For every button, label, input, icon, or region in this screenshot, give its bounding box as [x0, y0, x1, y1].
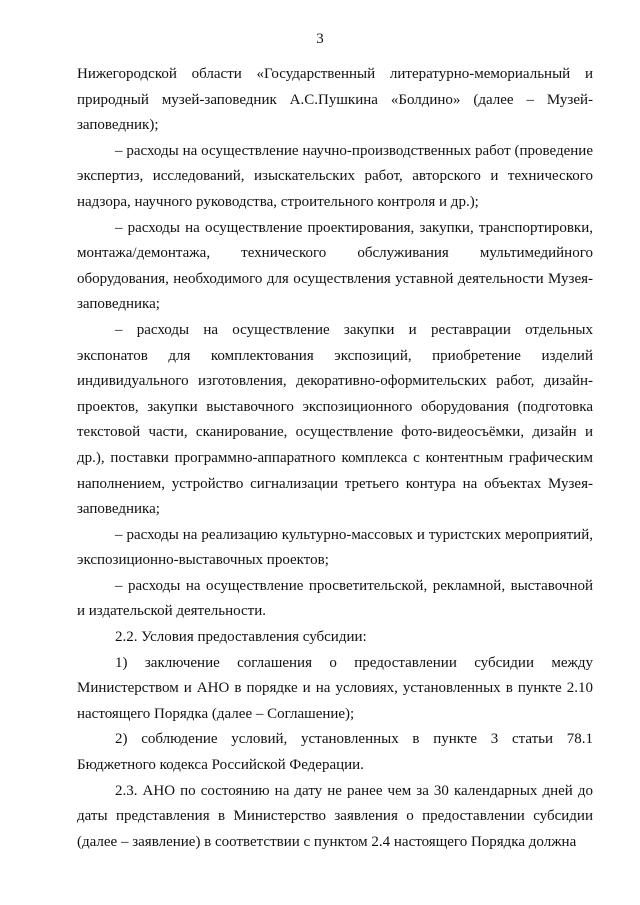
paragraph-cultural-events-expenses: – расходы на реализацию культурно-массовых и туристских мероприятий, экспозиционно-выставочных проектов;: [77, 526, 593, 569]
paragraph-exhibits-expenses: – расходы на осуществление закупки и реставрации отдельных экспонатов для комплектования экспозиций, приобретение изделий индивидуального изготовления, декоративно-оформительских работ, дизайн-проектов, закупки выставочного экспозиционного оборудования (подготовка текстовой части, сканирование, осуществление фото-видеосъёмки, дизайн и др.), поставки программно-аппаратного комплекса с контентным графическим наполнением, устройство сигнализации третьего контура на объектах Музея-заповедника;: [77, 321, 593, 518]
paragraph-condition-budget-code: 2) соблюдение условий, установленных в пункте 3 статьи 78.1 Бюджетного кодекса Российской Федерации.: [77, 731, 593, 774]
paragraph-section-2-3: 2.3. АНО по состоянию на дату не ранее чем за 30 календарных дней до даты представления в Министерство заявления о предоставлении субсидии (далее – заявление) в соответствии с пунктом 2.4 настоящего Порядка должна: [77, 782, 593, 850]
paragraph-condition-agreement: 1) заключение соглашения о предоставлении субсидии между Министерством и АНО в порядке и на условиях, установленных в пункте 2.10 настоящего Порядка (далее – Соглашение);: [77, 654, 593, 722]
paragraph-research-expenses: – расходы на осуществление научно-производственных работ (проведение экспертиз, исследований, изыскательских работ, авторского и технического надзора, научного руководства, строительного контроля и др.);: [77, 142, 593, 210]
page-number: 3: [316, 31, 324, 47]
paragraph-museum-name: Нижегородской области «Государственный литературно-мемориальный и природный музей-заповедник А.С.Пушкина «Болдино» (далее – Музей-заповедник);: [77, 66, 593, 134]
paragraph-publishing-expenses: – расходы на осуществление просветительской, рекламной, выставочной и издательской деятельности.: [77, 577, 593, 620]
section-heading-subsidy-conditions: 2.2. Условия предоставления субсидии:: [115, 629, 367, 646]
document-body: [77, 62, 593, 855]
paragraph-multimedia-expenses: – расходы на осуществление проектирования, закупки, транспортировки, монтажа/демонтажа, технического обслуживания мультимедийного оборудования, необходимого для осуществления уставной деятельности Музея-заповедника;: [77, 219, 593, 313]
